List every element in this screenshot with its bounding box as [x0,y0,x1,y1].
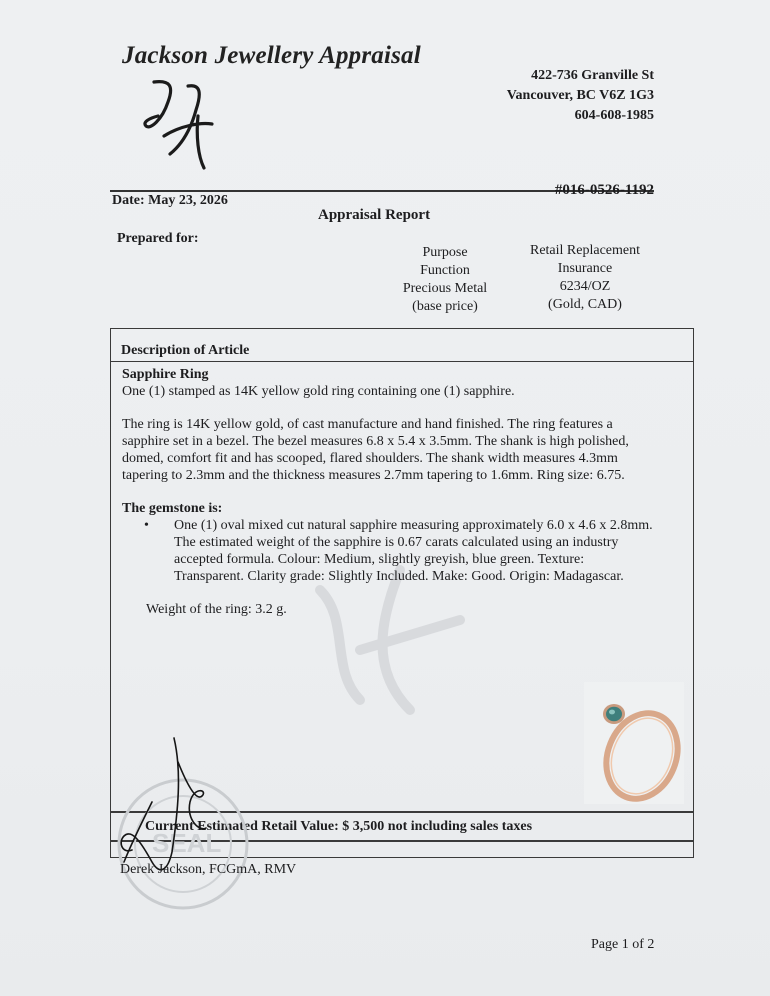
item-intro: One (1) stamped as 14K yellow gold ring containing one (1) sapphire. [122,384,515,399]
description-line: tapering to 2.3mm and the thickness measures 2.7mm tapering to 1.6mm. Ring size: 6.75. [122,468,625,483]
description-line: sapphire set in a bezel. The bezel measures 6.8 x 5.4 x 3.5mm. The shank is high polished, [122,434,629,449]
purpose-value: Retail Replacement [529,243,640,258]
metal-value: 6234/OZ [559,279,611,294]
item-title: Sapphire Ring [122,367,209,382]
gemstone-heading: The gemstone is: [122,501,223,516]
base-price-value: (Gold, CAD) [548,297,622,312]
purpose-label: Purpose [422,245,468,260]
gemstone-bullet-text: One (1) oval mixed cut natural sapphire measuring approximately 6.0 x 4.6 x 2.8mm. [174,518,653,533]
function-value: Insurance [557,261,613,276]
description-body [122,366,690,618]
signer-name: Derek Jackson, FCGmA, RMV [120,862,297,877]
company-logo-name: Jackson Jewellery Appraisal [122,42,421,69]
metal-label: Precious Metal [402,281,488,296]
description-line: The ring is 14K yellow gold, of cast manufacture and hand finished. The ring features a [122,417,613,432]
gemstone-line: accepted formula. Colour: Medium, slightly greyish, blue green. Texture: [174,552,585,567]
gemstone-bullet [144,517,690,534]
gemstone-line: Transparent. Clarity grade: Slightly Included. Make: Good. Origin: Madagascar. [174,569,624,584]
detail-labels [395,244,495,316]
description-header-label: Description of Article [121,343,250,358]
page-number: Page 1 of 2 [591,937,655,952]
jj-monogram-logo [140,76,220,176]
report-date: Date: May 23, 2026 [112,193,228,208]
ring-weight: Weight of the ring: 3.2 g. [146,602,287,617]
prepared-for-label: Prepared for: [117,231,199,246]
base-price-label: (base price) [412,299,478,314]
current-retail-value: Current Estimated Retail Value: $ 3,500 not including sales taxes [145,819,533,834]
function-label: Function [420,263,470,278]
ring-photo [584,682,684,804]
description-header [111,329,693,362]
svg-text:SEAL: SEAL [152,828,222,858]
detail-values [515,242,655,314]
report-title: Appraisal Report [318,207,431,223]
address-line-2: Vancouver, BC V6Z 1G3 [506,88,654,103]
gemstone-line: The estimated weight of the sapphire is 0.67 carats calculated using an industry [174,535,619,550]
report-number: #016-0526-1192 [554,182,654,198]
address-line-1: 422-736 Granville St [531,68,654,83]
phone-number: 604-608-1985 [574,108,654,123]
bullet-icon: • [144,518,149,533]
handwritten-signature [112,732,212,882]
description-line: domed, comfort fit and has scooped, flared shoulders. The shank width measures 4.3mm [122,451,618,466]
company-address [507,66,654,126]
